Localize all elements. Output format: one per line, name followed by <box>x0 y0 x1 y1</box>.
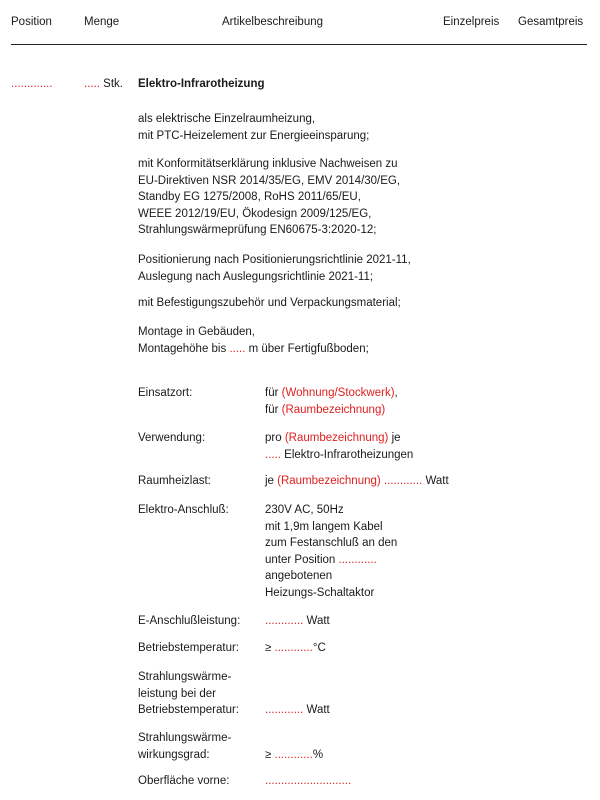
item-title: Elektro-Infrarotheizung <box>138 78 265 90</box>
quantity-unit: Stk. <box>99 78 123 90</box>
column-header-einzelpreis: Einzelpreis <box>443 16 500 28</box>
quantity-placeholder: ..... <box>84 78 100 90</box>
quantity-field <box>84 78 123 90</box>
column-header-menge: Menge <box>84 16 120 28</box>
paragraph-heizung: als elektrische Einzelraumheizung, mit PTC-Heizelement zur Energieeinsparung; <box>138 113 370 142</box>
paragraph-zubehoer: mit Befestigungszubehör und Verpackungsmaterial; <box>138 297 401 309</box>
column-header-beschreibung: Artikelbeschreibung <box>222 16 324 28</box>
position-placeholder: ............. <box>11 78 53 90</box>
column-header-position: Position <box>11 16 52 28</box>
montagehoehe-placeholder: ..... <box>229 342 246 355</box>
paragraph-konformitaet: mit Konformitätserklärung inklusive Nachweisen zu EU-Direktiven NSR 2014/35/EG, EMV 2014/30/EG, Standby EG 1275/2008, RoHS 2011/65/EU, WEEE 2012/19/EU, Ökodesign 2009/125/EG, Strahlungswärmeprüfung EN60675-3:2020-12; <box>138 158 401 236</box>
paragraph-positionierung: Positionierung nach Positionierungsrichtlinie 2021-11, Auslegung nach Auslegungsrichtlinie 2021-11; <box>138 254 411 283</box>
column-header-gesamtpreis: Gesamtpreis <box>518 16 584 28</box>
paragraph-montage: Montage in Gebäuden, Montagehöhe bis ..... m über Fertigfußboden; <box>138 326 369 355</box>
header-divider <box>11 44 587 45</box>
